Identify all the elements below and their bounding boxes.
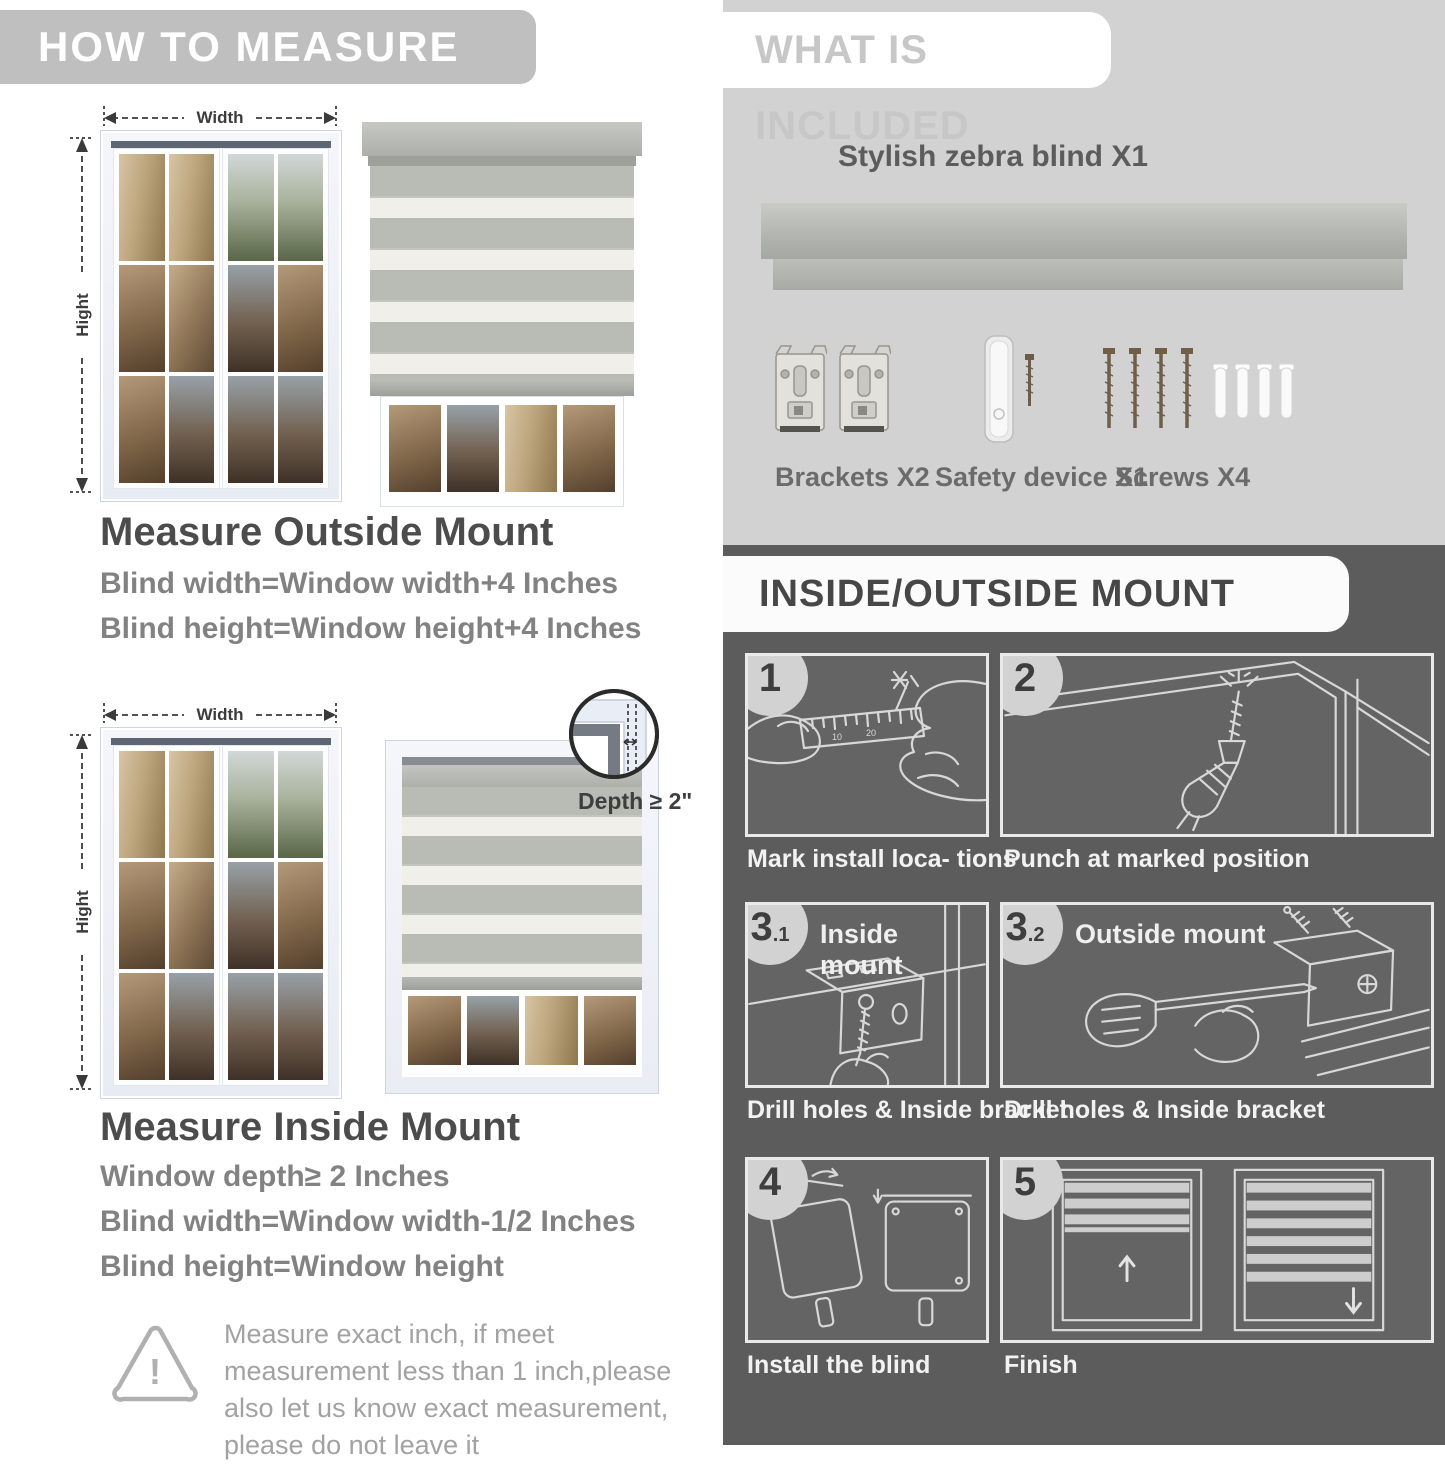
blind-headrail <box>362 122 642 156</box>
window-under-blind <box>380 396 624 507</box>
brackets-label: Brackets X2 <box>775 462 930 492</box>
blind-bottom-rail <box>370 382 634 396</box>
step-title-inside-mount: Inside mount <box>820 919 903 980</box>
step-panel-5 <box>1000 1157 1434 1343</box>
screws-label: Screws X4 <box>1115 462 1251 492</box>
screws-anchors-icon <box>1101 346 1301 446</box>
what-is-included-header: WHAT IS INCLUDED <box>723 12 1111 88</box>
window-under-blind <box>402 990 642 1077</box>
window-photo-illustration <box>100 727 342 1099</box>
product-label: Stylish zebra blind X1 <box>837 140 1149 173</box>
step-number-badge: 5 <box>1000 1157 1063 1220</box>
measurement-warning-text: Measure exact inch, if meet measurement less than 1 inch,please also let us know exact measurement, please do not leave it <box>224 1319 672 1460</box>
headrail-product-image <box>761 203 1407 259</box>
step-caption-3-1: Drill holes & Inside bracket <box>747 1096 1068 1124</box>
bracket-icon <box>773 342 827 442</box>
step-title-outside-mount: Outside mount <box>1075 919 1266 949</box>
finish-illustration <box>1003 1160 1431 1340</box>
depth-label: Depth ≥ 2" <box>578 788 693 814</box>
step-caption-3-2: Drill holes & Inside bracket <box>1004 1096 1325 1124</box>
outside-formula-width: Blind width=Window width+4 Inches <box>100 567 619 600</box>
svg-text:10: 10 <box>832 732 843 742</box>
step-number-badge: 3 .2 <box>1000 902 1063 965</box>
height-label: Hight <box>73 293 92 337</box>
inside-formula-height: Blind height=Window height <box>100 1250 504 1283</box>
blind-stripes <box>402 787 642 977</box>
width-label: Width <box>196 705 244 724</box>
step-number-badge: 4 <box>745 1157 808 1220</box>
step-panel-2 <box>1000 653 1434 837</box>
bracket-icon <box>837 342 891 442</box>
window-lintel <box>111 141 331 148</box>
inside-formula-width: Blind width=Window width-1/2 Inches <box>100 1205 636 1238</box>
window-photo-illustration <box>100 130 342 502</box>
height-label: Hight <box>73 890 92 934</box>
width-label: Width <box>196 108 244 127</box>
safety-device-icon <box>981 334 1047 448</box>
step-caption-2: Punch at marked position <box>1004 845 1310 873</box>
outside-formula-height: Blind height=Window height+4 Inches <box>100 612 642 645</box>
width-dimension-arrow <box>100 104 340 128</box>
step-caption-4: Install the blind <box>747 1351 931 1379</box>
step-panel-3-2 <box>1000 902 1434 1088</box>
measure-outside-mount-heading: Measure Outside Mount <box>100 510 554 554</box>
step-panel-1 <box>745 653 989 837</box>
step-panel-4 <box>745 1157 989 1343</box>
window-sash <box>223 746 328 1085</box>
measure-inside-mount-heading: Measure Inside Mount <box>100 1105 521 1149</box>
what-is-included-section <box>723 0 1445 545</box>
blind-bottom-rail <box>402 977 642 990</box>
step-caption-5: Finish <box>1004 1351 1078 1379</box>
window-sash <box>114 149 219 488</box>
blind-stripes <box>370 166 634 382</box>
safety-device-label: Safety device X1 <box>935 462 1149 492</box>
depth-magnifier-icon <box>566 686 662 782</box>
step-caption-1: Mark install loca- tions <box>747 845 1017 873</box>
height-dimension-arrow <box>68 731 96 1093</box>
zebra-blind-outside-illustration <box>362 122 642 507</box>
window-lintel <box>111 738 331 745</box>
svg-text:20: 20 <box>866 728 877 738</box>
drill-illustration <box>1003 656 1431 834</box>
warning-triangle-icon <box>112 1322 198 1404</box>
width-dimension-arrow <box>100 701 340 725</box>
how-to-measure-header: HOW TO MEASURE <box>0 10 536 84</box>
window-sash <box>114 746 219 1085</box>
step-number-badge: 1 <box>745 653 808 716</box>
step-panel-3-1 <box>745 902 989 1088</box>
svg-text:!: ! <box>149 1351 161 1392</box>
step-number-badge: 3 .1 <box>745 902 808 965</box>
how-to-measure-section <box>0 0 710 1460</box>
step-number-badge: 2 <box>1000 653 1063 716</box>
window-sash <box>223 149 328 488</box>
inside-outside-mount-section <box>723 545 1445 1445</box>
inside-outside-mount-header: INSIDE/OUTSIDE MOUNT <box>723 556 1349 632</box>
inside-formula-depth: Window depth≥ 2 Inches <box>100 1160 450 1193</box>
height-dimension-arrow <box>68 134 96 496</box>
